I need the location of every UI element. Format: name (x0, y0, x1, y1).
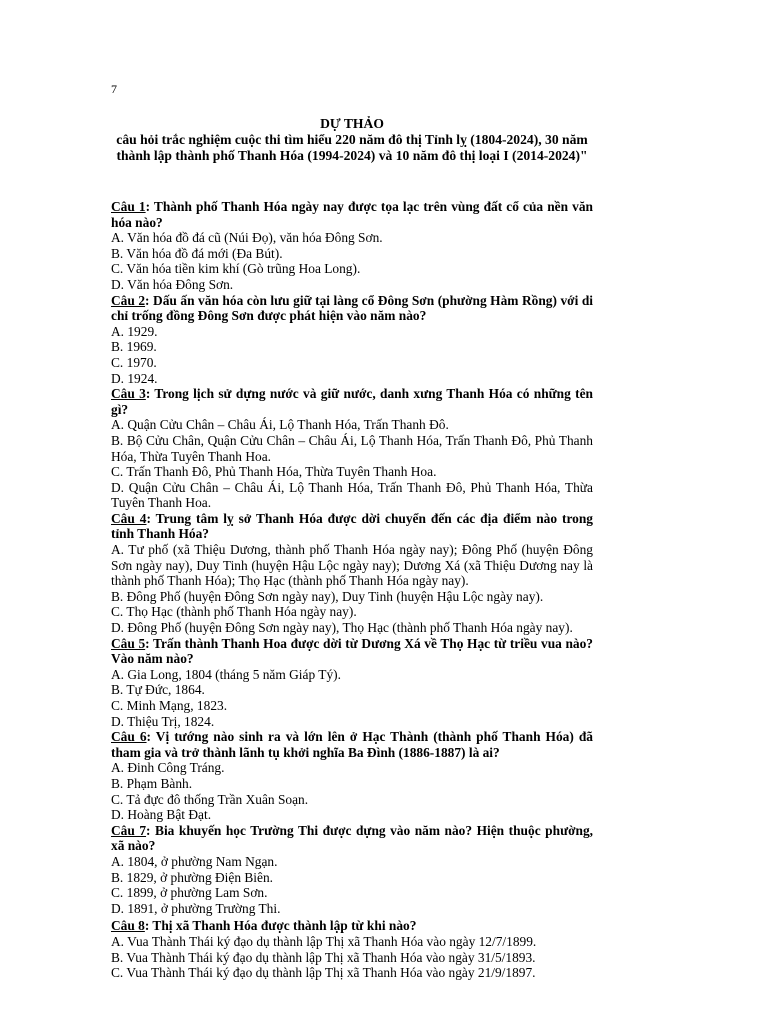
answer-option: A. 1929. (111, 323, 158, 339)
answer-option: A. Tư phố (xã Thiệu Dương, thành phố Thanh Hóa ngày nay); Đông Phố (huyện Đông Sơn ngày nay), Duy Tinh (huyện Hậu Lộc ngày nay); Dương Xá (xã Thiệu Dương nay là thành phố Thanh Hóa); Thọ Hạc (thành phố Thanh Hóa ngày nay). (111, 542, 593, 589)
page-number: 7 (111, 82, 117, 96)
answer-option: B. 1969. (111, 339, 157, 355)
question-text (111, 636, 593, 667)
question-label: Câu 8 (111, 918, 145, 934)
question-block (111, 199, 593, 293)
question-label: Câu 2 (111, 292, 146, 308)
answer-option: A. Vua Thành Thái ký đạo dụ thành lập Thị xã Thanh Hóa vào ngày 12/7/1899. (111, 933, 537, 949)
question-prompt: : Vị tướng nào sinh ra và lớn lên ở Hạc Thành (thành phố Thanh Hóa) đã tham gia và trở thành lãnh tụ khởi nghĩa Ba Đình (1886-1887) là ai? (111, 729, 594, 760)
answer-option: C. Văn hóa tiền kim khí (Gò trũng Hoa Long). (111, 261, 361, 277)
document-title: DỰ THẢO (320, 116, 384, 131)
answer-option: D. Đông Phố (huyện Đông Sơn ngày nay), Thọ Hạc (thành phố Thanh Hóa ngày nay). (111, 620, 573, 636)
question-prompt: : Thành phố Thanh Hóa ngày nay được tọa lạc trên vùng đất cổ của nền văn hóa nào? (111, 199, 593, 230)
question-label: Câu 4 (111, 510, 147, 526)
document-subtitle: câu hỏi trắc nghiệm cuộc thi tìm hiểu 220 năm đô thị Tỉnh lỵ (1804-2024), 30 năm thành lập thành phố Thanh Hóa (1994-2024) và 10 năm đô thị loại I (2014-2024)" (116, 132, 588, 164)
question-list (111, 199, 593, 981)
answer-option: A. Đinh Công Tráng. (111, 760, 225, 776)
question-prompt: : Trấn thành Thanh Hoa được dời từ Dương Xá về Thọ Hạc từ triều vua nào? Vào năm nào? (111, 635, 593, 667)
question-block (111, 386, 593, 511)
question-block (111, 511, 593, 636)
answer-option: C. Vua Thành Thái ký đạo dụ thành lập Thị xã Thanh Hóa vào ngày 21/9/1897. (111, 965, 536, 981)
question-block (111, 293, 593, 387)
question-prompt: : Bia khuyến học Trường Thi được dựng vào năm nào? Hiện thuộc phường, xã nào? (111, 822, 594, 854)
question-prompt: : Trong lịch sử dựng nước và giữ nước, danh xưng Thanh Hóa có những tên gì? (111, 386, 593, 417)
question-prompt: : Thị xã Thanh Hóa được thành lập từ khi nào? (144, 918, 417, 934)
question-label: Câu 3 (111, 386, 146, 402)
answer-option: D. 1924. (111, 370, 158, 386)
question-label: Câu 1 (111, 199, 146, 214)
answer-option: C. Minh Mạng, 1823. (111, 698, 228, 713)
question-text (111, 293, 593, 324)
answer-option: C. Tả đực đô thống Trần Xuân Soạn. (111, 791, 309, 807)
question-text (111, 199, 593, 230)
answer-option: B. Đông Phố (huyện Đông Sơn ngày nay), Duy Tinh (huyện Hậu Lộc ngày nay). (111, 588, 544, 604)
answer-option: D. 1891, ở phường Trường Thi. (111, 900, 281, 916)
question-block (111, 729, 593, 823)
answer-option: D. Quận Cửu Chân – Châu Ái, Lộ Thanh Hóa, Trấn Thanh Đô, Phủ Thanh Hóa, Thừa Tuyên Thanh Hoa. (111, 479, 593, 511)
answer-option: B. Phạm Bành. (111, 775, 193, 791)
answer-option: A. Quận Cửu Chân – Châu Ái, Lộ Thanh Hóa, Trấn Thanh Đô. (111, 417, 449, 433)
answer-option: B. Bộ Cửu Chân, Quận Cửu Chân – Châu Ái, Lộ Thanh Hóa, Trấn Thanh Đô, Phủ Thanh Hóa, Thừa Tuyên Thanh Hoa. (111, 432, 593, 464)
question-label: Câu 5 (111, 635, 146, 651)
question-text (111, 386, 593, 417)
question-text (111, 918, 593, 934)
answer-option: C. Thọ Hạc (thành phố Thanh Hóa ngày nay). (111, 604, 357, 620)
answer-option: A. Gia Long, 1804 (tháng 5 năm Giáp Tý). (111, 666, 341, 682)
question-prompt: : Dấu ấn văn hóa còn lưu giữ tại làng cổ Đông Sơn (phường Hàm Rồng) với di chỉ trống đồng Đông Sơn được phát hiện vào năm nào? (111, 292, 593, 324)
answer-option: C. 1970. (111, 354, 157, 370)
answer-option: D. Thiệu Trị, 1824. (111, 713, 215, 729)
answer-option: B. Tự Đức, 1864. (111, 682, 205, 698)
question-block (111, 918, 593, 980)
question-block (111, 823, 593, 917)
answer-option: B. Vua Thành Thái ký đạo dụ thành lập Thị xã Thanh Hóa vào ngày 31/5/1893. (111, 949, 536, 965)
answer-option: B. Văn hóa đồ đá mới (Đa Bút). (111, 245, 283, 261)
answer-option: A. Văn hóa đồ đá cũ (Núi Đọ), văn hóa Đông Sơn. (111, 230, 383, 246)
answer-option: D. Văn hóa Đông Sơn. (111, 276, 234, 292)
answer-option: D. Hoàng Bật Đạt. (111, 807, 212, 823)
answer-option: C. 1899, ở phường Lam Sơn. (111, 885, 268, 901)
question-label: Câu 7 (111, 822, 147, 838)
question-text (111, 823, 593, 854)
answer-option: A. 1804, ở phường Nam Ngạn. (111, 853, 278, 869)
question-text (111, 729, 593, 760)
question-prompt: : Trung tâm lỵ sở Thanh Hóa được dời chuyển đến các địa điểm nào trong tỉnh Thanh Hóa? (111, 510, 593, 542)
question-block (111, 636, 593, 730)
document-header (111, 116, 593, 165)
answer-option: C. Trấn Thanh Đô, Phủ Thanh Hóa, Thừa Tuyên Thanh Hoa. (111, 464, 437, 480)
question-text (111, 511, 593, 542)
question-label: Câu 6 (111, 729, 147, 745)
answer-option: B. 1829, ở phường Điện Biên. (111, 869, 274, 885)
